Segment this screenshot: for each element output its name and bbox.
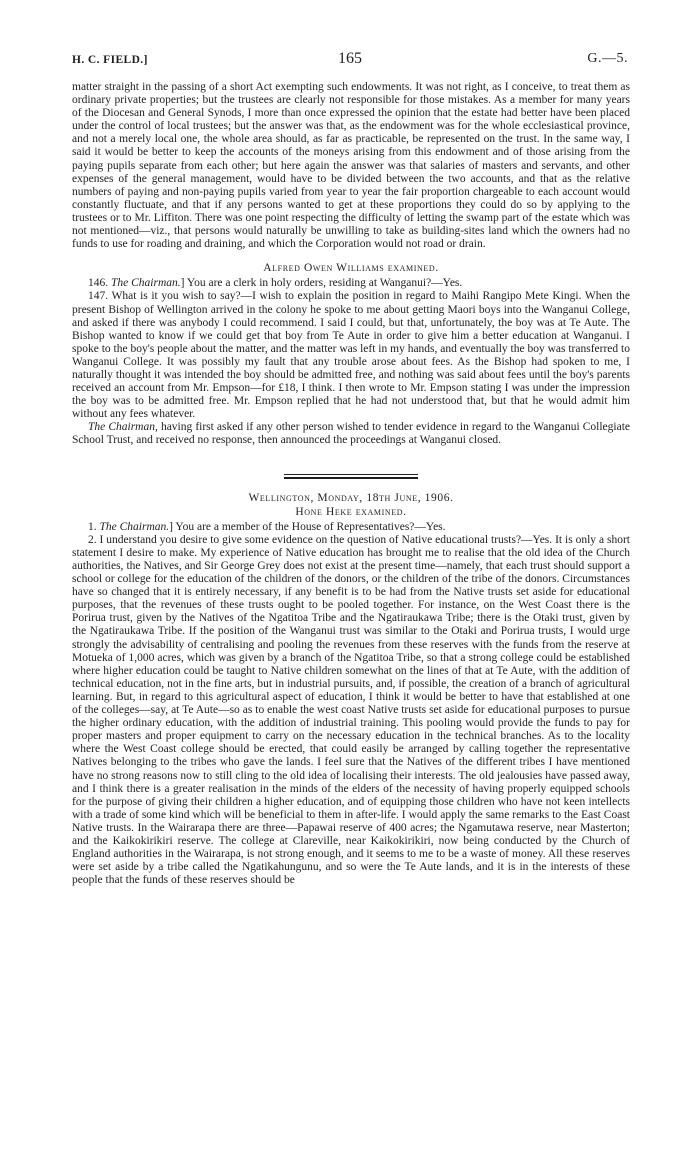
question-text: ] You are a member of the House of Representatives?—Yes. (169, 520, 446, 533)
question-2: 2. I understand you desire to give some evidence on the question of Native educational trusts?—Yes. It is only a short statement I desire to make. My experience of Native education has brought me to realise that the old idea of the Church authorities, the Natives, and Sir George Grey does not exist at the present time—namely, that each trust should support a school or college for the education of the children of the donors, or the children of the tribe of the donors. Circumstances have so changed that it is entirely necessary, if any benefit is to be had from the Native trusts set aside for educational purposes, that the revenues of these trusts ought to be pooled together. For instance, on the West Coast there is the Porirua trust, given by the Natives of the Ngatitoa Tribe and the Ngatiraukawa Tribe; there is the Otaki trust, given by the Ngatiraukawa Tribe. If the position of the Wanganui trust was similar to the Otaki and Porirua trusts, I would urge strongly the advisability of centralising and pooling the revenues from these reserves with the funds from the reserve at Motueka of 1,000 acres, which was given by a branch of the Ngatitoa Tribe, so that a strong college could be established where higher education could be taught to Native children somewhat on the lines of that at Te Aute, with the addition of technical education, not in the fine arts, but in industrial pursuits, and, if possible, the creation of a branch of agricultural learning. But, in regard to this agricultural aspect of education, I think it would be better to have that established at one of the colleges—say, at Te Aute—so as to enable the west coast Native trusts set aside for educational purposes to pursue the higher ordinary education, with the addition of industrial training. This pooling would provide the funds to pay for proper masters and proper equipment to carry on the necessary education in the technical branches. As to the locality where the West Coast college should be erected, that could easily be arranged by calling together the representative Natives belonging to the tribes who gave the lands. I feel sure that the Natives of the different tribes I have mentioned have no strong reasons now to still cling to the old idea of localising their interests. The old jealousies have passed away, and I think there is a greater realisation in the minds of the elders of the necessity of having properly equipped schools for the purpose of giving their children a higher education, and of equipping those children who have not keen intellects with a trade of some kind which will be beneficial to them in after-life. I would apply the same remarks to the East Coast Native trusts. In the Wairarapa there are three—Papawai reserve of 400 acres; the Ngamutawa reserve, near Masterton; and the Kaikokirikiri reserve. The college at Clareville, near Kaikokirikiri, now being conducted by the Church of England authorities in the Wairarapa, is not strong enough, and it seems to me to be a waste of money. All these reserves were set aside by a tribe called the Ngatikahungunu, and so were the Te Aute lands, and it is in the interests of these people that the funds of these reserves should be (72, 533, 630, 887)
witness-heading-heke: Hone Heke examined. (295, 505, 407, 518)
question-text: ] You are a clerk in holy orders, residing at Wanganui?—Yes. (180, 277, 463, 290)
speaker-name: The Chairman. (111, 277, 181, 290)
sitting-date-heading: Wellington, Monday, 18th June, 1906. (248, 491, 454, 504)
closing-text: having first asked if any other person wished to tender evidence in regard to the Wanganui Collegiate School Trust, and received no response, then announced the proceedings at Wanganui closed. (72, 421, 630, 447)
closing-statement (72, 421, 630, 447)
page-header (72, 50, 628, 70)
question-number: 146. (88, 277, 109, 290)
continued-paragraph: matter straight in the passing of a short Act exempting such endowments. It was not right, as I conceive, to treat them as ordinary private properties; but the trustees are clearly not responsible for those mistakes. As a member for many years of the Diocesan and General Synods, I more than once expressed the opinion that the estate had better have been placed under the control of local trustees; but the answer was that, as the endowment was for the whole ecclesiastical province, and not a merely local one, the whole area should, as far as practicable, be represented on the trust. In the same way, I said it would be better to keep the accounts of the moneys arising from this endowment and of those arising from the paying pupils separate from each other; but here again the answer was that salaries of masters and servants, and other expenses of the general management, would have to be divided between the two accounts, and that as the relative numbers of paying and non-paying pupils varied from year to year the fair proportion chargeable to each account would constantly fluctuate, and that if any persons wanted to get at these proportions they could do so by applying to the trustees or to Mr. Liffiton. There was one point respecting the difficulty of letting the swamp part of the estate which was not mentioned—viz., that persons would naturally be unwilling to take as building-sites land which the owners had no funds to use for roading and draining, and which the Corporation would not road or drain. (72, 81, 630, 251)
question-146 (72, 277, 630, 290)
witness-heading-williams: Alfred Owen Williams examined. (263, 262, 439, 275)
question-number: 1. (88, 520, 97, 533)
page-body (72, 81, 630, 887)
question-147: 147. What is it you wish to say?—I wish to explain the position in regard to Maihi Rangipo Mete Kingi. When the present Bishop of Wellington arrived in the colony he spoke to me about getting Maori boys into the Wanganui College, and asked if there was anybody I could recommend. I said I could, but that, unfortunately, the boy was at Te Aute. The Bishop wanted to know if we could get that boy from Te Aute in order to give him a better education at Wanganui. I spoke to the boy's people about the matter, and the matter was left in my hands, and eventually the boy was transferred to Wanganui College. It was possibly my fault that any trouble arose about fees. As the Bishop had spoken to me, I naturally thought it was intended the boy should be admitted free, and nothing was said about fees until the boy's parents received an account from Mr. Empson—for £18, I think. I then wrote to Mr. Empson stating I was under the impression the boy was to be admitted free. Mr. Empson replied that he had not understood that, but that he would admit him without any fees whatever. (72, 290, 630, 421)
witness-running-head: H. C. FIELD.] (72, 54, 148, 66)
question-1 (72, 521, 630, 534)
speaker-name: The Chairman, (88, 421, 158, 434)
divider-line-thick (284, 477, 418, 479)
speaker-name: The Chairman. (99, 520, 170, 533)
divider-line-thin (284, 474, 418, 475)
document-reference: G.—5. (587, 51, 628, 66)
section-divider (284, 474, 418, 479)
page-number: 165 (338, 50, 362, 67)
